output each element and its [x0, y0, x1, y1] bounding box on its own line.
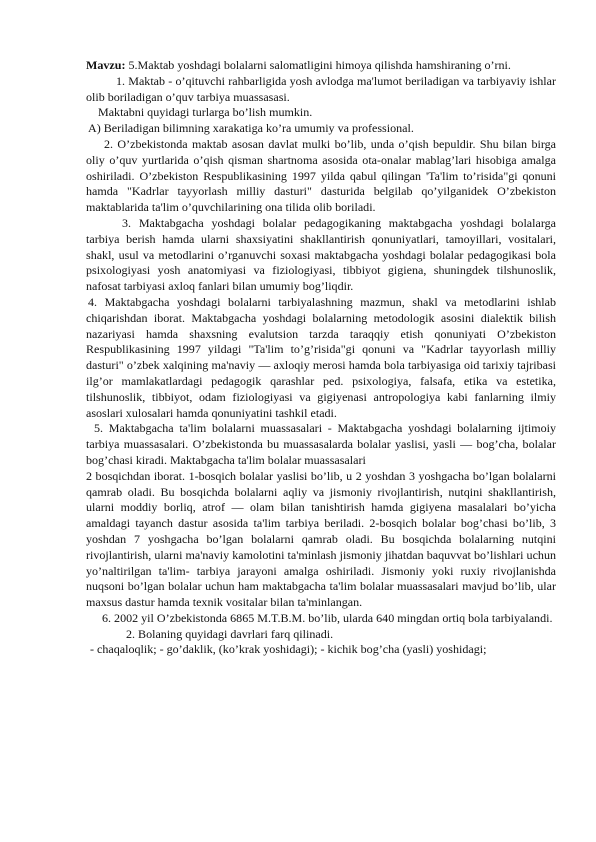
paragraph-preschool-stages: 2 bosqichdan iborat. 1-bosqich bolalar yaslisi bo’lib, u 2 yoshdan 3 yoshgacha bo’lgan bolalarni qamrab oladi. Bu bosqichda bolalarni aqliy va jismoniy rivojlantirish, nutqini shakllantirish, ularni moddiy borliq, atrof — olam bilan tanishtirish hamda gigiyena masalalari bo’yicha amaldagi tayanch dastur asosida ta'lim tarbiya beriladi. 2-bosqich bolalar bog’chasi bo’lib, 3 yoshdan 7 yoshgacha bo’lgan bolalarni qamrab oladi. Bu bosqichda bolalarning nutqini rivojlantirish, ularni ma'naviy kamolotini ta'minlash jismoniy jihatdan baquvvat bo’lishlari uchun yo’naltirilgan ta'lim- tarbiya jarayoni amalga oshiriladi. Jismoniy yoki ruxiy rivojlanishda nuqsoni bo’lgan bolalar uchun ham maktabgacha ta'lim bolalar muassasalari mavjud bo’lib, ular maxsus dastur hamda texnik vositalar bilan ta'minlangan. [86, 468, 556, 610]
paragraph-statistics-2002: 6. 2002 yil O’zbekistonda 6865 M.T.B.M. bo’lib, ularda 640 mingdan ortiq bola tarbiyalandi. [102, 610, 553, 625]
paragraph-school-definition: 1. Maktab - o’qituvchi rahbarligida yosh avlodga ma'lumot beriladigan va tarbiyaviy ishlar olib boriladigan o’quv tarbiya muassasasi. [86, 73, 556, 104]
paragraph-preschool-pedagogy: 3. Maktabgacha yoshdagi bolalar pedagogikaning maktabgacha yoshdagi bolalarga tarbiya berish hamda ularni shaxsiyatini shakllantirish qonuniyatlari, tamoyillari, vositalari, shakl, usul va metodlarini o’rganuvchi soxasi maktabgacha yoshdagi bolalar pedagogikasi bola psixologiyasi yosh anatomiyasi va fiziologiyasi, tibbiyot gigiena, shuningdek tilshunoslik, nafosat tarbiyasi axloq fanlari bilan umumiy bog’liqdir. [86, 215, 556, 294]
paragraph-school-types-a: A) Beriladigan bilimning xarakatiga ko’ra umumiy va professional. [88, 121, 414, 136]
paragraph-period-list: - chaqaloqlik; - go’daklik, (ko’krak yoshidagi); - kichik bog’cha (yasli) yoshidagi; [90, 642, 487, 657]
topic-heading [86, 58, 556, 74]
topic-label: Mavzu: [86, 58, 126, 72]
paragraph-state-school: 2. O’zbekistonda maktab asosan davlat mulki bo’lib, unda o’qish bepuldir. Shu bilan birga oliy o’quv yurtlarida o’qish qisman shartnoma asosida ota-onalar mablag’lari hisobiga amalga oshiriladi. O’zbekiston Respublikasining 1997 yilda qabul qilingan 'Ta'lim to’risida"gi qonuni hamda "Kadrlar tayyorlash milliy dasturi" dasturida belgilab qo’yilganidek O’zbekiston maktablarida ta'lim o’quvchilarining ona tilida olib boriladi. [86, 136, 556, 215]
paragraph-school-types-intro: Maktabni quyidagi turlarga bo’lish mumkin. [98, 105, 313, 120]
document-page [86, 58, 556, 658]
topic-text: 5.Maktab yoshdagi bolalarni salomatligini himoya qilishda hamshiraning o’rni. [125, 58, 511, 72]
paragraph-child-periods: 2. Bolaning quyidagi davrlari farq qilinadi. [126, 626, 334, 641]
paragraph-preschool-institutions: 5. Maktabgacha ta'lim bolalarni muassasalari - Maktabgacha yoshdagi bolalarning ijtimoiy tarbiya muassasalari. O’zbekistonda bu muassasalarda bolalar yaslisi, yasli — bog’cha, bolalar bog’chasi kiradi. Maktabgacha ta'lim bolalar muassasalari [86, 421, 556, 467]
paragraph-preschool-methods: 4. Maktabgacha yoshdagi bolalarni tarbiyalashning mazmun, shakl va metodlarini ishlab chiqarishdan iborat. Maktabgacha yoshdagi bolalarning metodologik asosini dialektik bilish nazariyasi hamda shaxsning evalutsion tarzda taraqqiy etish qonuniyati O’zbekiston Respublikasining 1997 yildagi "Ta'lim to’g’risida"gi qonuni va "Kadrlar tayyorlash milliy dasturi" o’zbek xalqining ma'naviy — axloqiy merosi hamda bola tarbiyasiga oid tarixiy tajribasi ilg’or mamlakatlardagi pedagogik qarashlar ped. psixologiya, falsafa, etika va estetika, tilshunoslik, tibbiyot, odam fiziologiyasi va gigiyenasi antropologiya kabi fanlarning ilmiy asoslari xulosalari hamda qonuniyatini tashkil etadi. [86, 294, 556, 420]
